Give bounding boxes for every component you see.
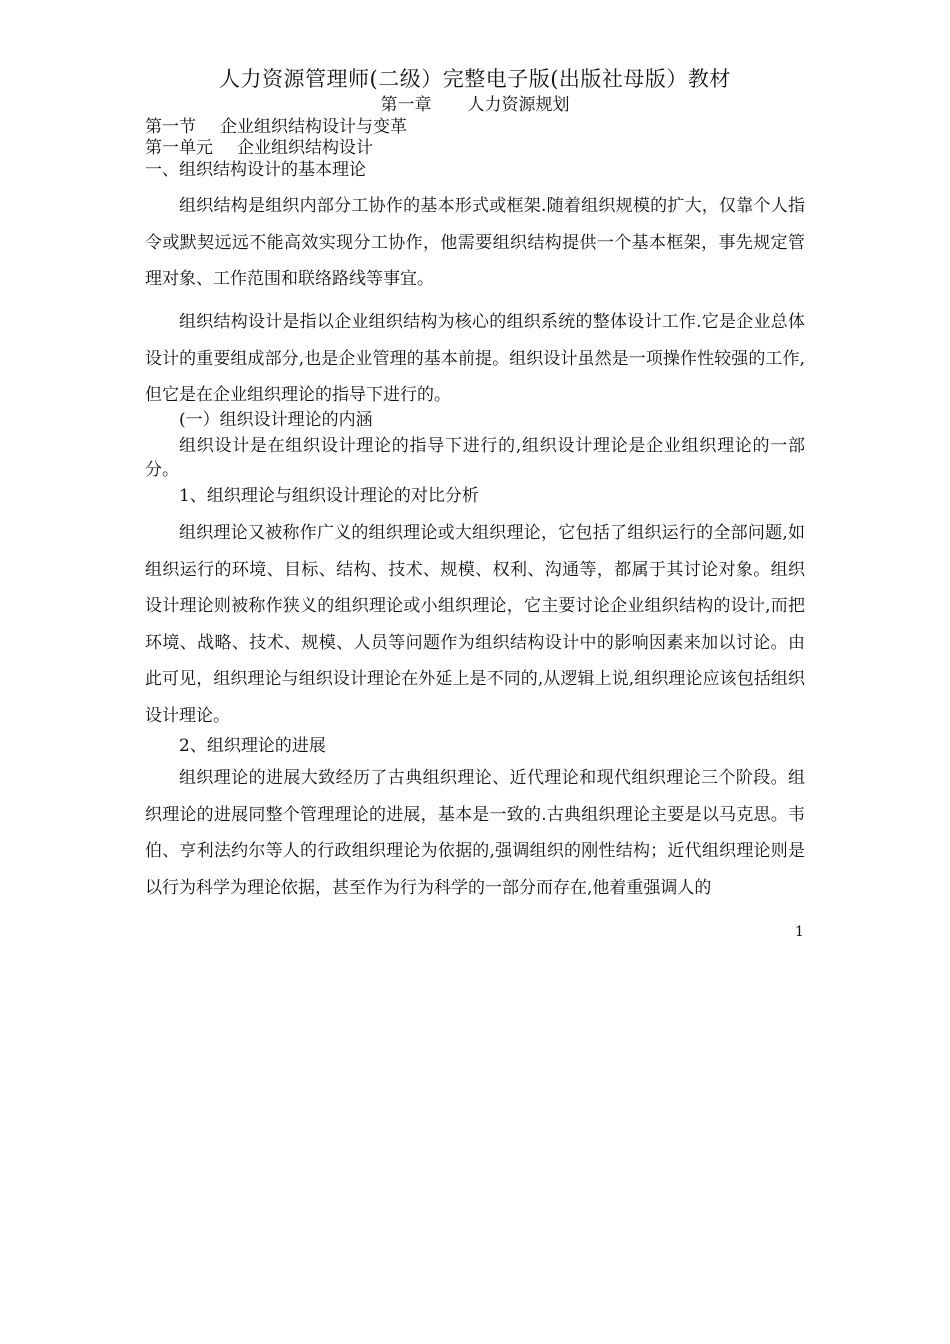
paragraph-theory-progress: 组织理论的进展大致经历了古典组织理论、近代理论和现代组织理论三个阶段。组织理论的进展同整个管理理论的进展，基本是一致的.古典组织理论主要是以马克思。韦伯、亨利法约尔等人的行政组织理论为依据的,强调组织的刚性结构；近代组织理论则是以行为科学为理论依据，甚至作为行为科学的一部分而存在,他着重强调人的 <box>145 768 805 898</box>
subheading-theory-progress: 2、组织理论的进展 <box>179 736 326 756</box>
section-heading <box>145 116 407 138</box>
paragraph-design-theory: 组织设计是在组织设计理论的指导下进行的,组织设计理论是企业组织理论的一部分。 <box>145 436 805 480</box>
chapter-name: 人力资源规划 <box>467 95 570 115</box>
subheading-basic-theory: 一、组织结构设计的基本理论 <box>145 160 366 180</box>
section-name: 企业组织结构设计与变革 <box>220 117 407 137</box>
subheading-design-theory-connotation: (一）组织设计理论的内涵 <box>179 410 373 430</box>
paragraph-structure-design: 组织结构设计是指以企业组织结构为核心的组织系统的整体设计工作.它是企业总体设计的重要组成部分,也是企业管理的基本前提。组织设计虽然是一项操作性较强的工作,但它是在企业组织理论的指导下进行的。 <box>145 312 805 405</box>
chapter-number: 第一章 <box>380 95 432 115</box>
section-number: 第一节 <box>145 117 196 137</box>
document-title: 人力资源管理师(二级）完整电子版(出版社母版）教材 <box>219 67 731 91</box>
subheading-comparison: 1、组织理论与组织设计理论的对比分析 <box>179 486 479 506</box>
unit-number: 第一单元 <box>145 138 213 158</box>
chapter-heading <box>0 94 950 116</box>
page-number: 1 <box>795 924 804 940</box>
paragraph-comparison: 组织理论又被称作广义的组织理论或大组织理论，它包括了组织运行的全部问题,如组织运行的环境、目标、结构、技术、规模、权利、沟通等，都属于其讨论对象。组织设计理论则被称作狭义的组织理论或小组织理论，它主要讨论企业组织结构的设计,而把环境、战略、技术、规模、人员等问题作为组织结构设计中的影响因素来加以讨论。由此可见，组织理论与组织设计理论在外延上是不同的,从逻辑上说,组织理论应该包括组织设计理论。 <box>145 523 805 726</box>
unit-name: 企业组织结构设计 <box>237 138 373 158</box>
paragraph-organization-structure: 组织结构是组织内部分工协作的基本形式或框架.随着组织规模的扩大，仅靠个人指令或默契远远不能高效实现分工协作，他需要组织结构提供一个基本框架，事先规定管理对象、工作范围和联络路线等事宜。 <box>145 196 805 289</box>
unit-heading <box>145 137 373 159</box>
